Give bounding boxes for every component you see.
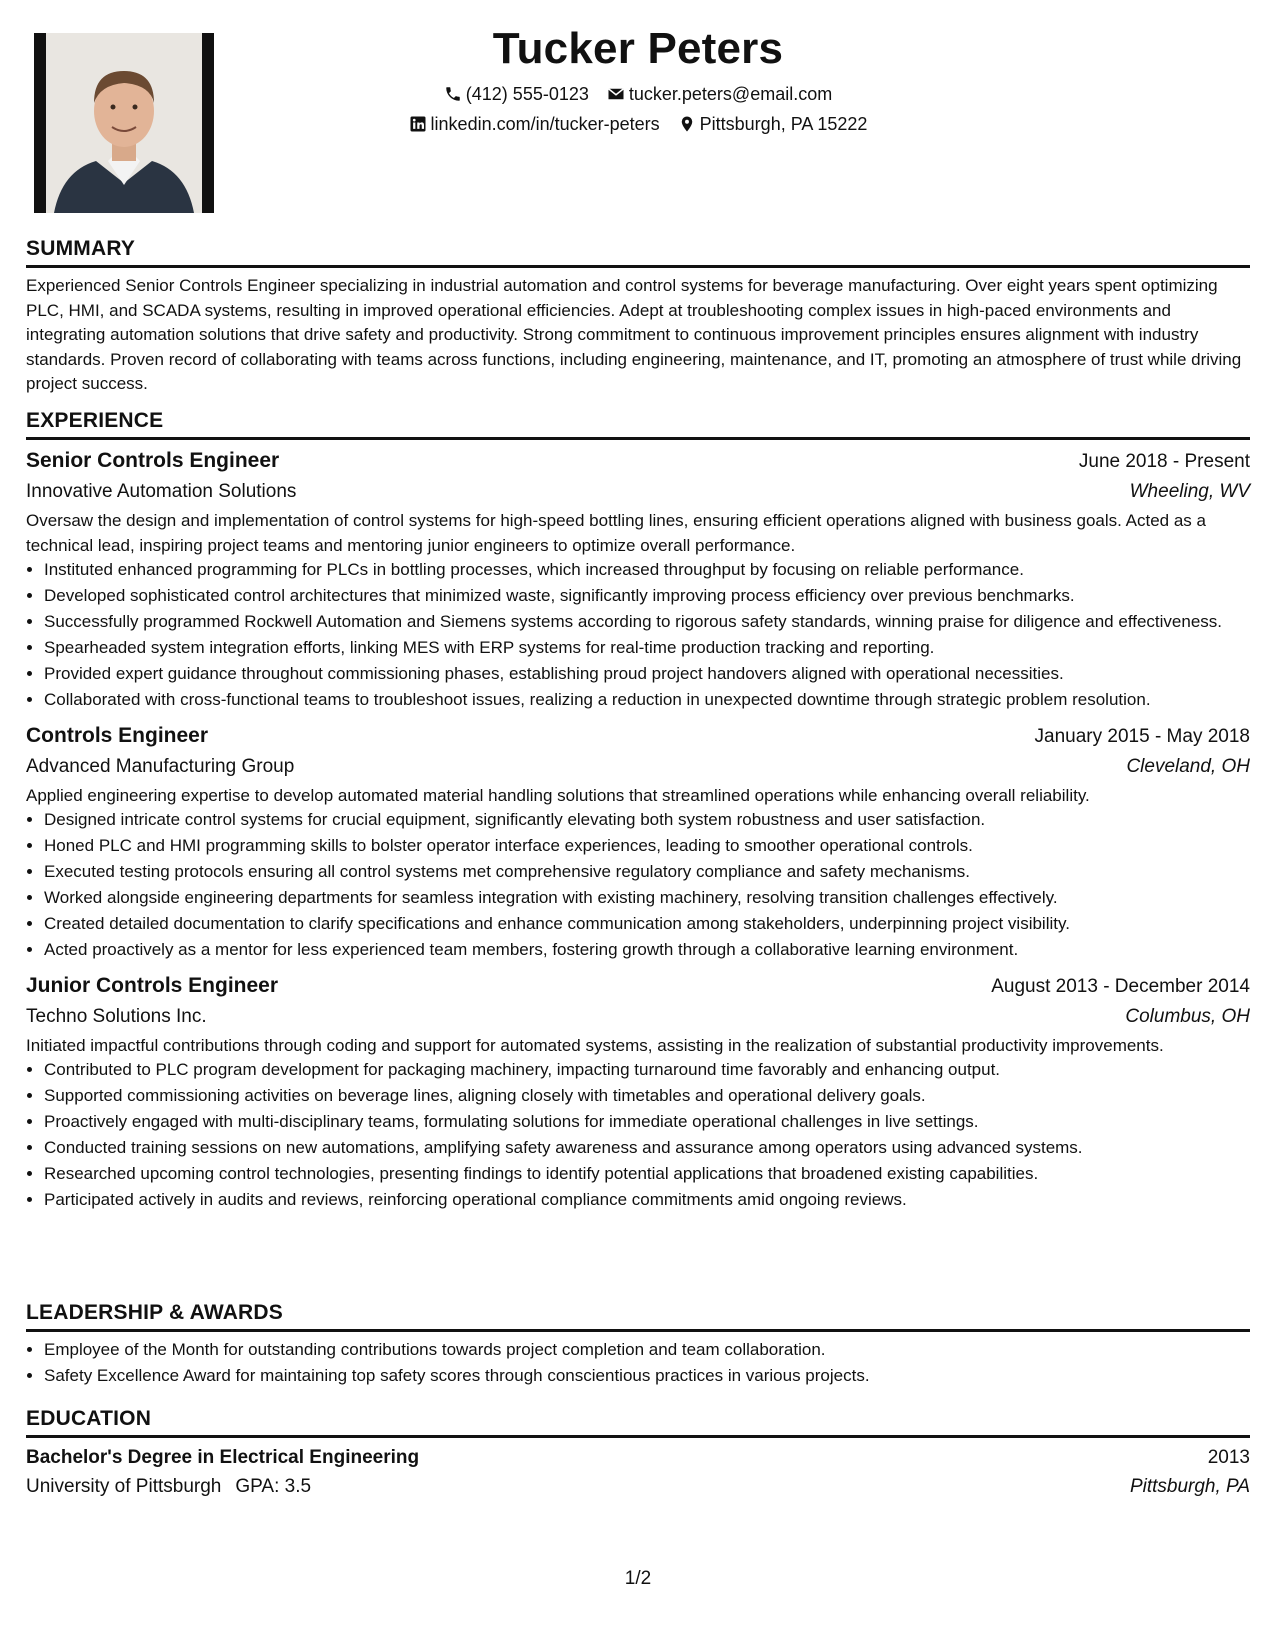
list-item: • Successfully programmed Rockwell Automation and Siemens systems according to rigorous safety standards, winning praise for diligence and effectiveness. xyxy=(44,610,1250,635)
summary-text: Experienced Senior Controls Engineer specializing in industrial automation and control systems for beverage manufacturing. Over eight years spent optimizing PLC, HMI, and SCADA systems, resulting in improved operational efficiencies. Adept at troubleshooting complex issues in high-paced environments and integrating automation solutions that drive safety and productivity. Strong commitment to continuous improvement principles ensures alignment with industry standards. Proven record of collaborating with teams across functions, including engineering, maintenance, and IT, promoting an atmosphere of trust while driving project success. xyxy=(26,276,1242,393)
list-item: • Instituted enhanced programming for PLCs in bottling processes, which increased throughput by focusing on reliable performance. xyxy=(44,558,1250,583)
candidate-name: Tucker Peters xyxy=(492,24,784,73)
list-item: • Collaborated with cross-functional teams to troubleshoot issues, realizing a reduction in unexpected downtime through strategic problem resolution. xyxy=(44,688,1250,713)
list-item: • Participated actively in audits and reviews, reinforcing operational compliance commitments amid ongoing reviews. xyxy=(44,1188,1250,1213)
experience-section xyxy=(26,408,1250,1214)
list-item: • Acted proactively as a mentor for less experienced team members, fostering growth through a collaborative learning environment. xyxy=(44,938,1250,963)
job-location: Wheeling, WV xyxy=(1129,481,1250,502)
leadership-heading: LEADERSHIP & AWARDS xyxy=(26,1300,1250,1332)
contact-line-1 xyxy=(26,82,1250,106)
school-name: University of Pittsburgh xyxy=(26,1476,222,1497)
email-contact[interactable] xyxy=(607,82,832,106)
list-item: • Researched upcoming control technologies, presenting findings to identify potential applications that broadened existing capabilities. xyxy=(44,1162,1250,1187)
resume-page xyxy=(26,0,1250,1650)
education-heading: EDUCATION xyxy=(26,1406,1250,1438)
list-item: • Honed PLC and HMI programming skills to bolster operator interface experiences, leading to smoother operational controls. xyxy=(44,834,1250,859)
envelope-icon xyxy=(607,85,625,103)
list-item: • Safety Excellence Award for maintaining top safety scores through conscientious practices in various projects. xyxy=(44,1364,1250,1389)
contact-line-2 xyxy=(26,112,1250,136)
degree-name: Bachelor's Degree in Electrical Engineering xyxy=(26,1447,420,1468)
job-entry xyxy=(26,721,1250,963)
phone-contact xyxy=(444,82,589,106)
job-description: Oversaw the design and implementation of control systems for high-speed bottling lines, ensuring efficient operations aligned with business goals. Acted as a technical lead, inspiring project teams and mentoring junior engineers to optimize overall performance. xyxy=(26,511,1206,555)
phone-icon xyxy=(444,85,462,103)
company-name: Techno Solutions Inc. xyxy=(26,1005,207,1027)
summary-heading: SUMMARY xyxy=(26,236,1250,268)
graduation-year: 2013 xyxy=(1207,1447,1250,1468)
job-title: Controls Engineer xyxy=(26,723,209,747)
job-bullets xyxy=(26,808,1250,963)
list-item: • Designed intricate control systems for crucial equipment, significantly elevating both system robustness and user satisfaction. xyxy=(44,808,1250,833)
email-address[interactable]: tucker.peters@email.com xyxy=(628,84,833,104)
job-bullets xyxy=(26,1058,1250,1213)
experience-heading: EXPERIENCE xyxy=(26,408,1250,440)
job-title: Senior Controls Engineer xyxy=(26,449,280,472)
job-location: Cleveland, OH xyxy=(1126,755,1250,777)
list-item: • Provided expert guidance throughout commissioning phases, establishing proud project handovers aligned with operational necessities. xyxy=(44,662,1250,687)
page-number: 1/2 xyxy=(624,1568,652,1589)
linkedin-url[interactable]: linkedin.com/in/tucker-peters xyxy=(430,114,660,134)
list-item: • Contributed to PLC program development for packaging machinery, impacting turnaround time favorably and enhancing output. xyxy=(44,1058,1250,1083)
school-info xyxy=(26,1473,311,1501)
list-item: • Developed sophisticated control architectures that minimized waste, significantly improving process efficiency over previous benchmarks. xyxy=(44,584,1250,609)
gpa: GPA: 3.5 xyxy=(235,1476,312,1497)
location-text: Pittsburgh, PA 15222 xyxy=(699,114,868,134)
job-entry xyxy=(26,971,1250,1213)
job-dates: August 2013 - December 2014 xyxy=(991,975,1250,997)
phone-number: (412) 555-0123 xyxy=(465,84,589,104)
list-item: • Worked alongside engineering departments for seamless integration with existing machinery, resolving transition challenges effectively. xyxy=(44,886,1250,911)
job-bullets xyxy=(26,558,1250,713)
linkedin-icon xyxy=(409,115,427,133)
school-location: Pittsburgh, PA xyxy=(1129,1476,1250,1497)
education-section xyxy=(26,1406,1250,1502)
summary-section xyxy=(26,236,1250,397)
list-item: • Conducted training sessions on new automations, amplifying safety awareness and assurance among operators using advanced systems. xyxy=(44,1136,1250,1161)
job-dates: June 2018 - Present xyxy=(1078,451,1250,472)
list-item: • Employee of the Month for outstanding contributions towards project completion and team collaboration. xyxy=(44,1338,1250,1363)
company-name: Advanced Manufacturing Group xyxy=(26,755,295,777)
job-description: Initiated impactful contributions through coding and support for automated systems, assisting in the realization of substantial productivity improvements. xyxy=(26,1035,1164,1055)
resume-header xyxy=(26,22,1250,136)
company-name: Innovative Automation Solutions xyxy=(26,481,297,502)
location-contact xyxy=(678,112,868,136)
linkedin-contact[interactable] xyxy=(409,112,660,136)
list-item: • Proactively engaged with multi-disciplinary teams, formulating solutions for immediate operational challenges in live settings. xyxy=(44,1110,1250,1135)
list-item: • Supported commissioning activities on beverage lines, aligning closely with timetables and operational delivery goals. xyxy=(44,1084,1250,1109)
list-item: • Executed testing protocols ensuring all control systems met comprehensive regulatory compliance and safety mechanisms. xyxy=(44,860,1250,885)
job-entry xyxy=(26,446,1250,713)
awards-list xyxy=(26,1338,1250,1389)
job-dates: January 2015 - May 2018 xyxy=(1034,725,1250,747)
map-pin-icon xyxy=(678,115,696,133)
job-title: Junior Controls Engineer xyxy=(26,973,279,997)
leadership-section xyxy=(26,1300,1250,1390)
job-description: Applied engineering expertise to develop automated material handling solutions that streamlined operations while enhancing overall reliability. xyxy=(26,785,1090,805)
list-item: • Created detailed documentation to clarify specifications and enhance communication among stakeholders, underpinning project visibility. xyxy=(44,912,1250,937)
job-location: Columbus, OH xyxy=(1125,1005,1250,1027)
list-item: • Spearheaded system integration efforts, linking MES with ERP systems for real-time production tracking and reporting. xyxy=(44,636,1250,661)
